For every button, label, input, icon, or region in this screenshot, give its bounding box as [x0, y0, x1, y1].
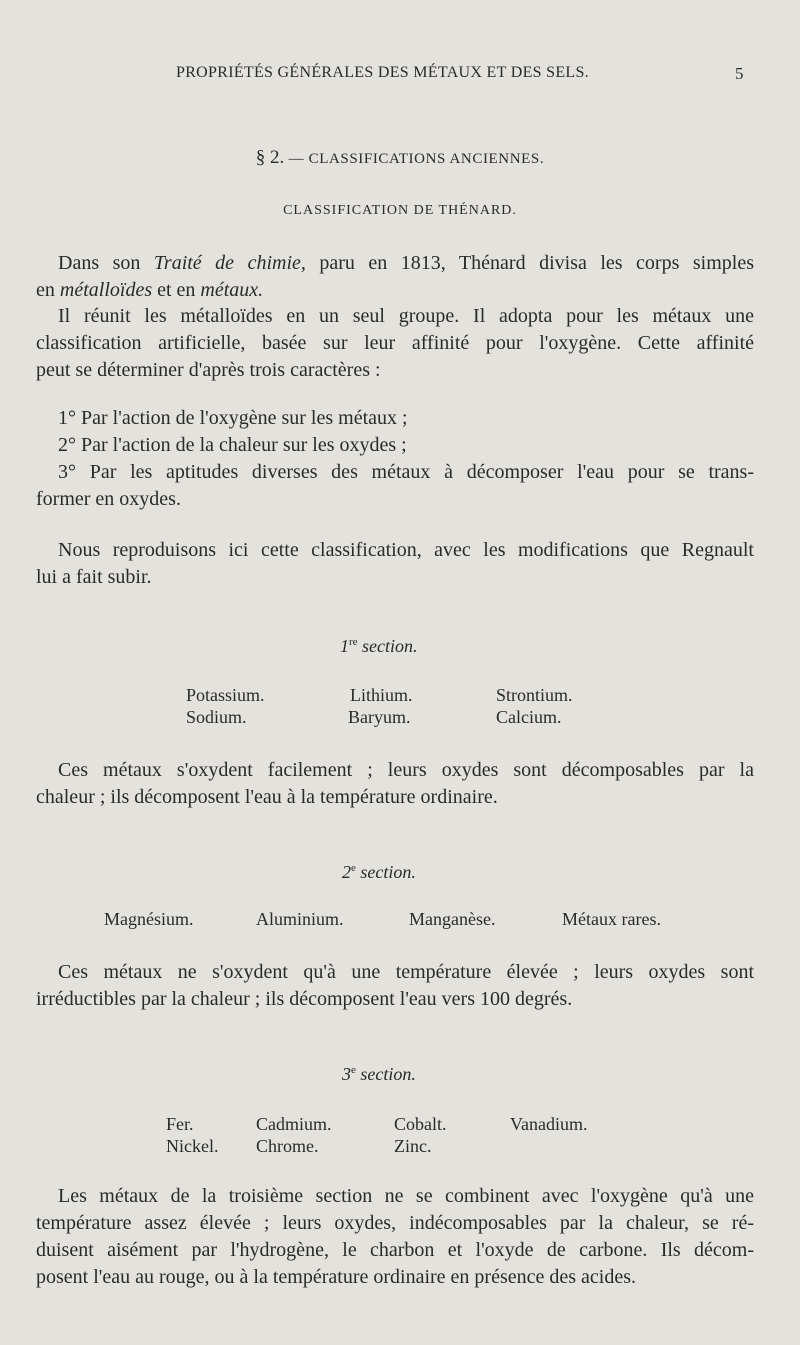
intro-line-2: en métalloïdes et en métaux. [36, 279, 264, 301]
metal-item: Sodium. [186, 707, 247, 727]
section-1-label: 1re section. [340, 636, 418, 656]
metal-item: Aluminium. [256, 909, 344, 929]
text-line: lui a fait subir. [36, 566, 152, 588]
text-line: Nous reproduisons ici cette classification, avec les modifications que Regnault [58, 539, 754, 561]
criteria-list [36, 405, 754, 513]
intro-paragraph [36, 250, 754, 304]
section-symbol: § 2. [255, 147, 285, 168]
section-2-label: 2e section. [342, 862, 416, 882]
page-number: 5 [735, 64, 744, 83]
metal-item: Baryum. [348, 707, 411, 727]
text-line: Il réunit les métalloïdes en un seul groupe. Il adopta pour les métaux une [58, 305, 754, 327]
criterion-3: 3° Par les aptitudes diverses des métaux à décomposer l'eau pour se trans- [58, 461, 754, 483]
text-line: posent l'eau au rouge, ou à la température ordinaire en présence des acides. [36, 1266, 636, 1288]
paragraph-regnault [36, 537, 754, 591]
criterion-3-cont: former en oxydes. [36, 488, 181, 510]
metal-item: Cadmium. [256, 1114, 332, 1134]
metal-item: Métaux rares. [562, 909, 661, 929]
section-title-text: — CLASSIFICATIONS ANCIENNES. [288, 151, 545, 167]
text-line: classification artificielle, basée sur leur affinité pour l'oxygène. Cette affinité [36, 332, 754, 354]
text-line: Ces métaux s'oxydent facilement ; leurs oxydes sont décomposables par la [58, 759, 754, 781]
metal-item: Magnésium. [104, 909, 194, 929]
criterion-2: 2° Par l'action de la chaleur sur les oxydes ; [58, 434, 407, 456]
book-title-emphasis: Traité de chimie, [153, 252, 306, 274]
metalloids-emphasis: métalloïdes [59, 279, 153, 301]
metal-item: Nickel. [166, 1136, 219, 1156]
metal-item: Vanadium. [510, 1114, 588, 1134]
metal-item: Fer. [166, 1114, 194, 1134]
metal-item: Lithium. [350, 685, 413, 705]
metal-item: Potassium. [186, 685, 265, 705]
section-2-description [36, 959, 754, 1013]
section-3-label: 3e section. [342, 1064, 416, 1084]
text-line: peut se déterminer d'après trois caractères : [36, 359, 381, 381]
section-3-description [36, 1183, 754, 1291]
text-line: chaleur ; ils décomposent l'eau à la température ordinaire. [36, 786, 498, 808]
criterion-1: 1° Par l'action de l'oxygène sur les métaux ; [58, 407, 408, 429]
intro-line-1: Dans son Traité de chimie, paru en 1813, Thénard divisa les corps simples [58, 252, 754, 274]
metal-item: Chrome. [256, 1136, 319, 1156]
text-line: duisent aisément par l'hydrogène, le charbon et l'oxyde de carbone. Ils décom- [36, 1239, 754, 1261]
metals-emphasis: métaux. [200, 279, 264, 301]
subsection-heading: CLASSIFICATION DE THÉNARD. [283, 203, 517, 218]
paragraph-affinity [36, 303, 754, 384]
text-line: Les métaux de la troisième section ne se combinent avec l'oxygène qu'à une [58, 1185, 754, 1207]
text-line: Ces métaux ne s'oxydent qu'à une température élevée ; leurs oxydes sont [58, 961, 754, 983]
metal-item: Cobalt. [394, 1114, 447, 1134]
section-1-description [36, 757, 754, 811]
metal-item: Manganèse. [409, 909, 496, 929]
text-line: température assez élevée ; leurs oxydes, indécomposables par la chaleur, se ré- [36, 1212, 754, 1234]
metal-item: Strontium. [496, 685, 573, 705]
metal-item: Zinc. [394, 1136, 432, 1156]
section-heading [0, 147, 800, 169]
text-line: irréductibles par la chaleur ; ils décomposent l'eau vers 100 degrés. [36, 988, 573, 1010]
metal-item: Calcium. [496, 707, 562, 727]
running-header: PROPRIÉTÉS GÉNÉRALES DES MÉTAUX ET DES SELS. [176, 64, 589, 81]
